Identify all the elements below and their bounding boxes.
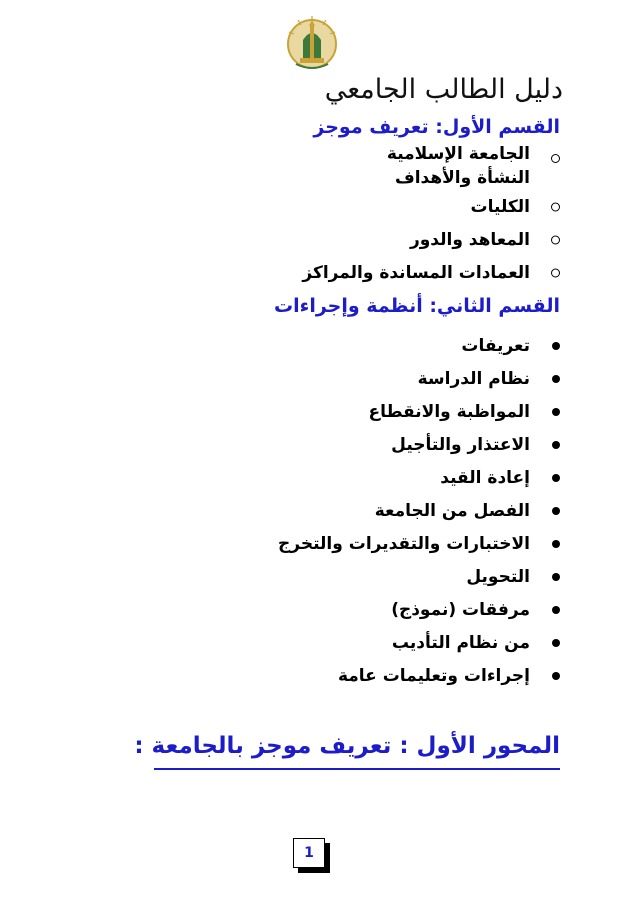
list-item-label: الاختبارات والتقديرات والتخرج <box>278 533 530 554</box>
circle-bullet-icon <box>551 235 560 244</box>
list-item <box>80 329 560 362</box>
dot-bullet-icon <box>552 375 560 383</box>
dot-bullet-icon <box>552 540 560 548</box>
list-item-label: تعريفات <box>461 335 530 356</box>
dot-bullet-icon <box>552 474 560 482</box>
dot-bullet-icon <box>552 408 560 416</box>
list-item-label: إجراءات وتعليمات عامة <box>337 665 530 686</box>
dot-bullet-icon <box>552 507 560 515</box>
circle-bullet-icon <box>551 154 560 163</box>
list-item-label: العمادات المساندة والمراكز <box>302 262 530 283</box>
list-item-label: إعادة القيد <box>440 467 530 488</box>
dot-bullet-icon <box>552 672 560 680</box>
list-item <box>80 626 560 659</box>
section-two-list <box>80 329 560 692</box>
list-item-label: من نظام التأديب <box>391 632 530 653</box>
list-item <box>80 560 560 593</box>
axis-one-title: المحور الأول : تعريف موجز بالجامعة : <box>134 733 560 759</box>
list-item <box>80 428 560 461</box>
page-number-box <box>293 838 325 868</box>
list-item-label: الفصل من الجامعة <box>374 500 530 521</box>
list-item <box>80 494 560 527</box>
circle-bullet-icon <box>551 268 560 277</box>
university-emblem-icon <box>286 14 338 74</box>
list-item <box>80 362 560 395</box>
section-one-list <box>80 140 560 289</box>
dot-bullet-icon <box>552 573 560 581</box>
document-title: دليل الطالب الجامعي <box>324 74 563 105</box>
dot-bullet-icon <box>552 342 560 350</box>
list-item-label: نظام الدراسة <box>417 368 530 389</box>
list-item <box>80 527 560 560</box>
list-item-label: الكليات <box>470 196 530 217</box>
list-item <box>80 395 560 428</box>
section-two-heading: القسم الثاني: أنظمة وإجراءات <box>274 295 560 317</box>
list-item <box>80 256 560 289</box>
list-item-label: مرفقات (نموذج) <box>391 599 530 620</box>
list-item <box>80 223 560 256</box>
list-item-label: التحويل <box>466 566 530 587</box>
list-item-label: المعاهد والدور <box>409 229 530 250</box>
axis-title-underline <box>154 768 560 770</box>
dot-bullet-icon <box>552 639 560 647</box>
list-item-label: الاعتذار والتأجيل <box>391 434 530 455</box>
section-one-heading: القسم الأول: تعريف موجز <box>313 116 560 138</box>
dot-bullet-icon <box>552 441 560 449</box>
list-item <box>80 593 560 626</box>
list-item-label: المواظبة والانقطاع <box>368 401 530 422</box>
list-item <box>80 461 560 494</box>
page-number: 1 <box>304 845 314 861</box>
list-item-label: الجامعة الإسلامية النشأة والأهداف <box>386 144 530 188</box>
circle-bullet-icon <box>551 202 560 211</box>
list-item <box>80 140 560 190</box>
dot-bullet-icon <box>552 606 560 614</box>
list-item <box>80 190 560 223</box>
list-item <box>80 659 560 692</box>
